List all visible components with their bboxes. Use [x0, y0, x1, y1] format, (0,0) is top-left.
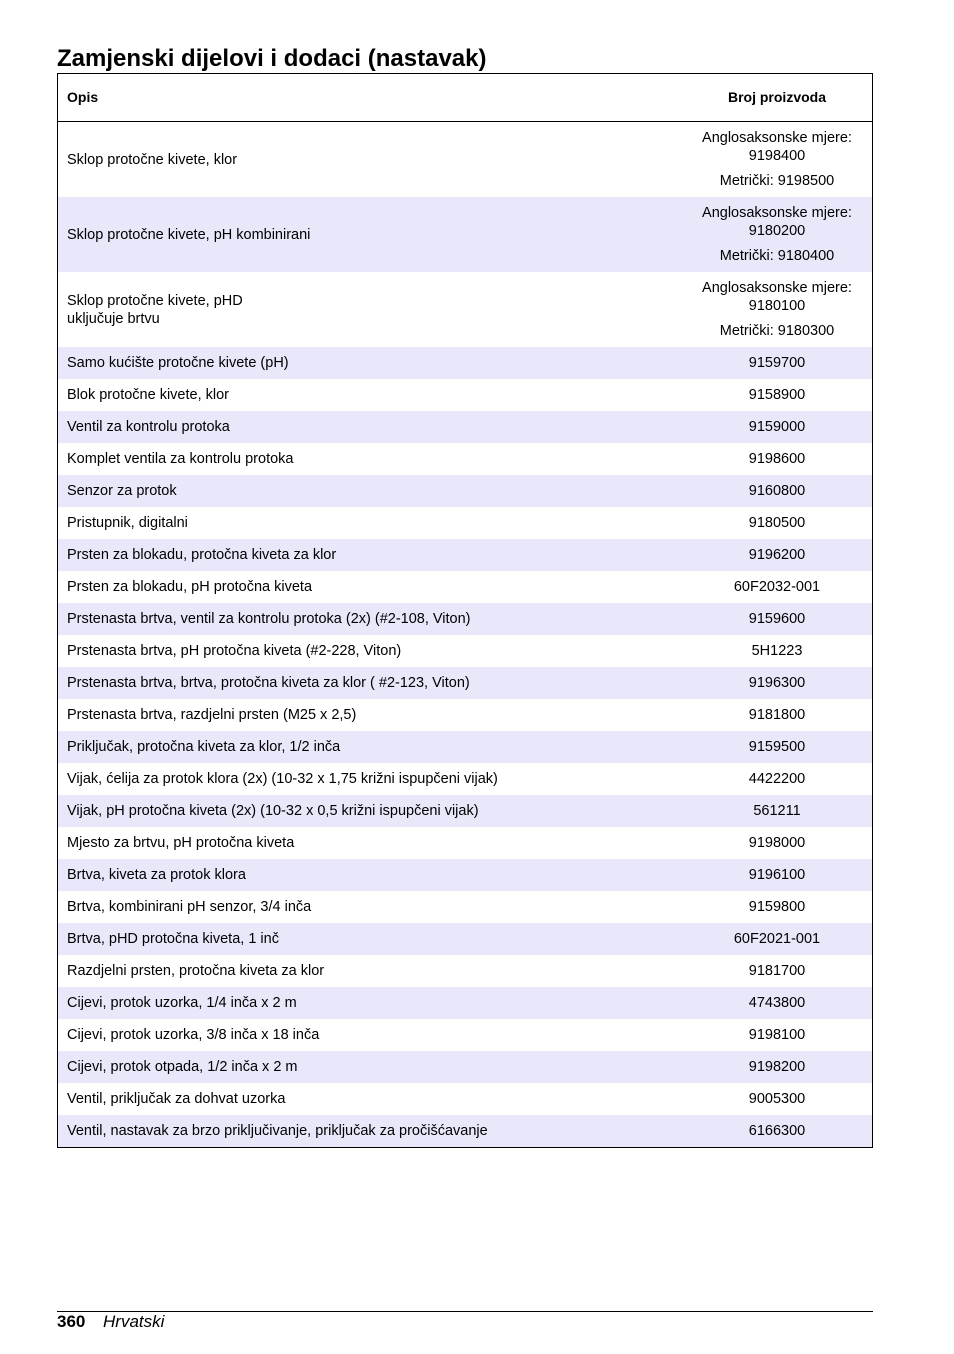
imperial-value: 9198400: [748, 148, 806, 164]
row-description: Prstenasta brtva, pH protočna kiveta (#2-228, Viton): [67, 643, 402, 659]
row-part-number: 9198600: [748, 451, 806, 467]
row-description: Cijevi, protok uzorka, 1/4 inča x 2 m: [67, 995, 297, 1011]
row-part-number: [682, 279, 872, 340]
row-description: Vijak, ćelija za protok klora (2x) (10-32 x 1,75 križni ispupčeni vijak): [67, 771, 498, 787]
row-part-number: 9196200: [748, 547, 806, 563]
row-part-number: 9159700: [748, 355, 806, 371]
table-row: [58, 635, 872, 667]
row-part-number: 9005300: [748, 1091, 806, 1107]
row-part-number: 561211: [753, 803, 801, 819]
table-row: [58, 923, 872, 955]
row-description: Priključak, protočna kiveta za klor, 1/2 inča: [67, 739, 341, 755]
row-description-text: Sklop protočne kivete, klor: [67, 151, 238, 168]
table-row: [58, 827, 872, 859]
table-row: [58, 379, 872, 411]
table-row: [58, 122, 872, 197]
row-part-number: 6166300: [748, 1123, 806, 1139]
row-part-number: 9196300: [748, 675, 806, 691]
table-row: [58, 443, 872, 475]
row-part-number: 9198000: [748, 835, 806, 851]
table-row: [58, 347, 872, 379]
imperial-label: Anglosaksonske mjere:: [702, 280, 852, 296]
metric-value: Metrički: 9198500: [719, 173, 835, 189]
table-row: [58, 1019, 872, 1051]
table-header: [58, 74, 872, 122]
table-row: [58, 795, 872, 827]
row-description: Ventil, priključak za dohvat uzorka: [67, 1091, 286, 1107]
row-description: Prstenasta brtva, razdjelni prsten (M25 x 2,5): [67, 707, 357, 723]
table-row: [58, 272, 872, 347]
row-part-number: 4422200: [748, 771, 806, 787]
row-part-number: 9198200: [748, 1059, 806, 1075]
row-part-number: 9180500: [748, 515, 806, 531]
row-description: [58, 151, 682, 169]
row-part-number: [682, 129, 872, 190]
footer-divider: [57, 1311, 873, 1312]
table-row: [58, 475, 872, 507]
row-part-number: 9159800: [748, 899, 806, 915]
row-part-number: 5H1223: [751, 643, 803, 659]
header-description: Opis: [67, 89, 99, 105]
table-row: [58, 1115, 872, 1147]
table-row: [58, 539, 872, 571]
row-part-number: 60F2032-001: [733, 579, 821, 595]
row-part-number: 9159500: [748, 739, 806, 755]
row-description: Mjesto za brtvu, pH protočna kiveta: [67, 835, 295, 851]
row-description: Prsten za blokadu, pH protočna kiveta: [67, 579, 313, 595]
row-description: Ventil, nastavak za brzo priključivanje, priključak za pročišćavanje: [67, 1123, 488, 1139]
row-description: Cijevi, protok otpada, 1/2 inča x 2 m: [67, 1059, 298, 1075]
row-description: Prstenasta brtva, brtva, protočna kiveta za klor ( #2-123, Viton): [67, 675, 470, 691]
parts-table: [57, 73, 873, 1148]
row-part-number: 9159000: [748, 419, 806, 435]
row-part-number: 60F2021-001: [733, 931, 821, 947]
row-part-number: 4743800: [748, 995, 806, 1011]
table-row: [58, 571, 872, 603]
page-number: 360: [57, 1312, 86, 1331]
row-description: Brtva, kombinirani pH senzor, 3/4 inča: [67, 899, 312, 915]
row-description: Samo kućište protočne kivete (pH): [67, 355, 289, 371]
table-row: [58, 1083, 872, 1115]
table-row: [58, 411, 872, 443]
row-description: Prsten za blokadu, protočna kiveta za klor: [67, 547, 337, 563]
row-description: Komplet ventila za kontrolu protoka: [67, 451, 294, 467]
metric-value: Metrički: 9180300: [719, 323, 835, 339]
row-description: Vijak, pH protočna kiveta (2x) (10-32 x 0,5 križni ispupčeni vijak): [67, 803, 479, 819]
table-row: [58, 891, 872, 923]
row-description-subtext: uključuje brtvu: [67, 310, 160, 327]
row-description-text: Sklop protočne kivete, pH kombinirani: [67, 226, 311, 243]
header-part-number: Broj proizvoda: [727, 89, 826, 105]
row-part-number: 9181800: [748, 707, 806, 723]
table-row: [58, 955, 872, 987]
imperial-label: Anglosaksonske mjere:: [702, 130, 852, 146]
row-description: Pristupnik, digitalni: [67, 515, 188, 531]
row-description-text: Sklop protočne kivete, pHD: [67, 292, 243, 309]
table-row: [58, 731, 872, 763]
row-description: Brtva, kiveta za protok klora: [67, 867, 246, 883]
metric-value: Metrički: 9180400: [719, 248, 835, 264]
row-description: Brtva, pHD protočna kiveta, 1 inč: [67, 931, 279, 947]
imperial-label: Anglosaksonske mjere:: [702, 205, 852, 221]
page-title: Zamjenski dijelovi i dodaci (nastavak): [57, 45, 487, 72]
imperial-value: 9180200: [748, 223, 806, 239]
row-description: Cijevi, protok uzorka, 3/8 inča x 18 inča: [67, 1027, 320, 1043]
row-description: Prstenasta brtva, ventil za kontrolu protoka (2x) (#2-108, Viton): [67, 611, 471, 627]
row-description: [58, 226, 682, 244]
row-part-number: 9196100: [748, 867, 806, 883]
row-part-number: 9159600: [748, 611, 806, 627]
row-description: [58, 292, 682, 328]
table-row: [58, 667, 872, 699]
table-row: [58, 763, 872, 795]
table-row: [58, 603, 872, 635]
table-row: [58, 197, 872, 272]
row-description: Razdjelni prsten, protočna kiveta za klor: [67, 963, 325, 979]
row-description: Ventil za kontrolu protoka: [67, 419, 230, 435]
row-part-number: 9181700: [748, 963, 806, 979]
row-description: Blok protočne kivete, klor: [67, 387, 229, 403]
table-row: [58, 507, 872, 539]
table-row: [58, 859, 872, 891]
table-row: [58, 1051, 872, 1083]
row-description: Senzor za protok: [67, 483, 177, 499]
table-row: [58, 699, 872, 731]
table-row: [58, 987, 872, 1019]
row-part-number: 9198100: [748, 1027, 806, 1043]
row-part-number: [682, 204, 872, 265]
footer-language: Hrvatski: [103, 1312, 165, 1331]
row-part-number: 9160800: [748, 483, 806, 499]
simple-rows: [58, 347, 872, 1147]
row-part-number: 9158900: [748, 387, 806, 403]
imperial-value: 9180100: [748, 298, 806, 314]
